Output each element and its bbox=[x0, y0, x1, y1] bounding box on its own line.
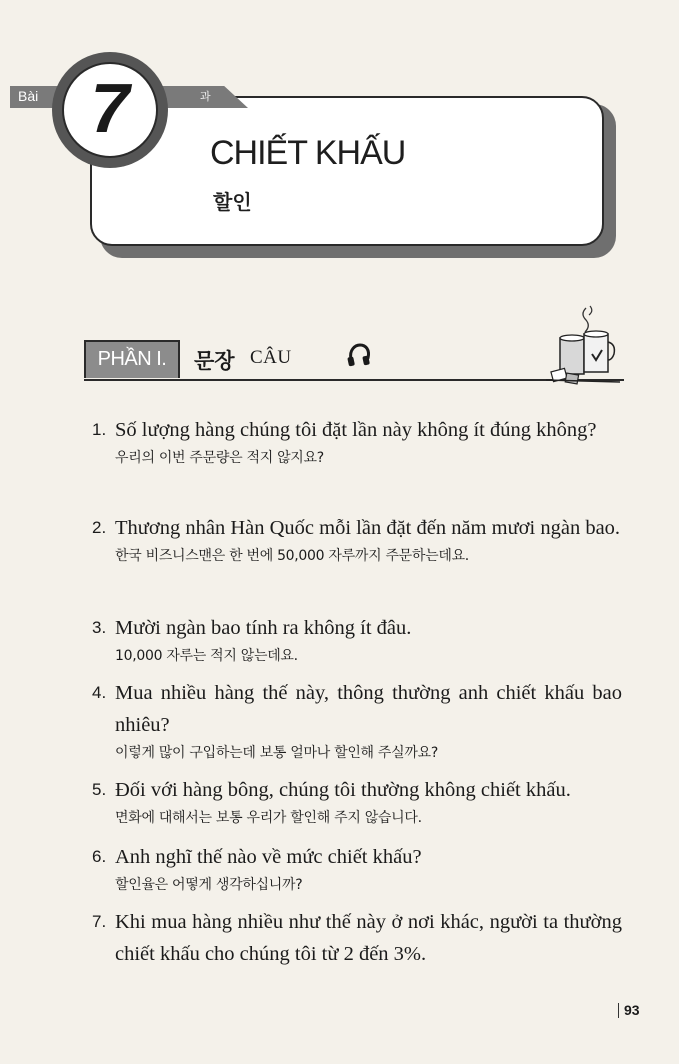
sentence-korean: 한국 비즈니스맨은 한 번에 50,000 자루까지 주문하는데요. bbox=[115, 548, 469, 564]
coffee-cups-icon bbox=[546, 304, 620, 386]
section-title-vietnamese: CÂU bbox=[250, 347, 292, 368]
sentence-vietnamese: Mười ngàn bao tính ra không ít đâu. bbox=[115, 617, 412, 639]
section-tag-label: PHẦN I. bbox=[97, 348, 167, 370]
lesson-title: CHIẾT KHẤU bbox=[210, 134, 406, 172]
sentence-korean: 이렇게 많이 구입하는데 보통 얼마나 할인해 주실까요? bbox=[115, 745, 438, 761]
list-item bbox=[92, 414, 622, 468]
sentence-vietnamese: Anh nghĩ thế nào về mức chiết khấu? bbox=[115, 846, 422, 868]
sentence-number: 4. bbox=[92, 683, 107, 702]
sentence-vietnamese: Thương nhân Hàn Quốc mỗi lần đặt đến năm mươi ngàn bao. bbox=[115, 517, 621, 539]
list-item bbox=[92, 612, 622, 666]
lesson-suffix: 과 bbox=[200, 90, 211, 103]
sentence-vietnamese: Mua nhiều hàng thế này, thông thường anh chiết khấu bao nhiêu? bbox=[115, 682, 622, 736]
sentence-number: 7. bbox=[92, 912, 107, 931]
sentence-korean: 할인율은 어떻게 생각하십니까? bbox=[115, 877, 303, 893]
section-title-korean: 문장 bbox=[194, 349, 235, 373]
sentence-vietnamese: Đối với hàng bông, chúng tôi thường không chiết khấu. bbox=[115, 779, 571, 801]
list-item bbox=[92, 774, 622, 828]
page-number-divider bbox=[618, 1003, 619, 1018]
list-item bbox=[92, 841, 622, 895]
sentence-number: 5. bbox=[92, 780, 107, 799]
lesson-prefix: Bài bbox=[18, 88, 39, 104]
sentence-number: 6. bbox=[92, 847, 107, 866]
sentence-number: 3. bbox=[92, 618, 107, 637]
lesson-subtitle: 할인 bbox=[213, 190, 252, 214]
page-number: 93 bbox=[624, 1002, 640, 1018]
sentence-vietnamese: Khi mua hàng nhiều như thế này ở nơi khác, người ta thường chiết khấu cho chúng tôi từ 2 đến 3%. bbox=[115, 911, 622, 965]
list-item bbox=[92, 512, 622, 566]
sentence-number: 2. bbox=[92, 518, 107, 537]
sentence-korean: 10,000 자루는 적지 않는데요. bbox=[115, 648, 298, 664]
sentence-number: 1. bbox=[92, 420, 107, 439]
sentence-vietnamese: Số lượng hàng chúng tôi đặt lần này không ít đúng không? bbox=[115, 419, 597, 441]
headphone-icon[interactable] bbox=[346, 342, 372, 370]
list-item bbox=[92, 906, 622, 970]
lesson-number: 7 bbox=[90, 69, 130, 147]
section-underline bbox=[84, 379, 624, 381]
sentence-korean: 우리의 이번 주문량은 적지 않지요? bbox=[115, 450, 324, 466]
list-item bbox=[92, 677, 622, 763]
sentence-korean: 면화에 대해서는 보통 우리가 할인해 주지 않습니다. bbox=[115, 810, 422, 826]
